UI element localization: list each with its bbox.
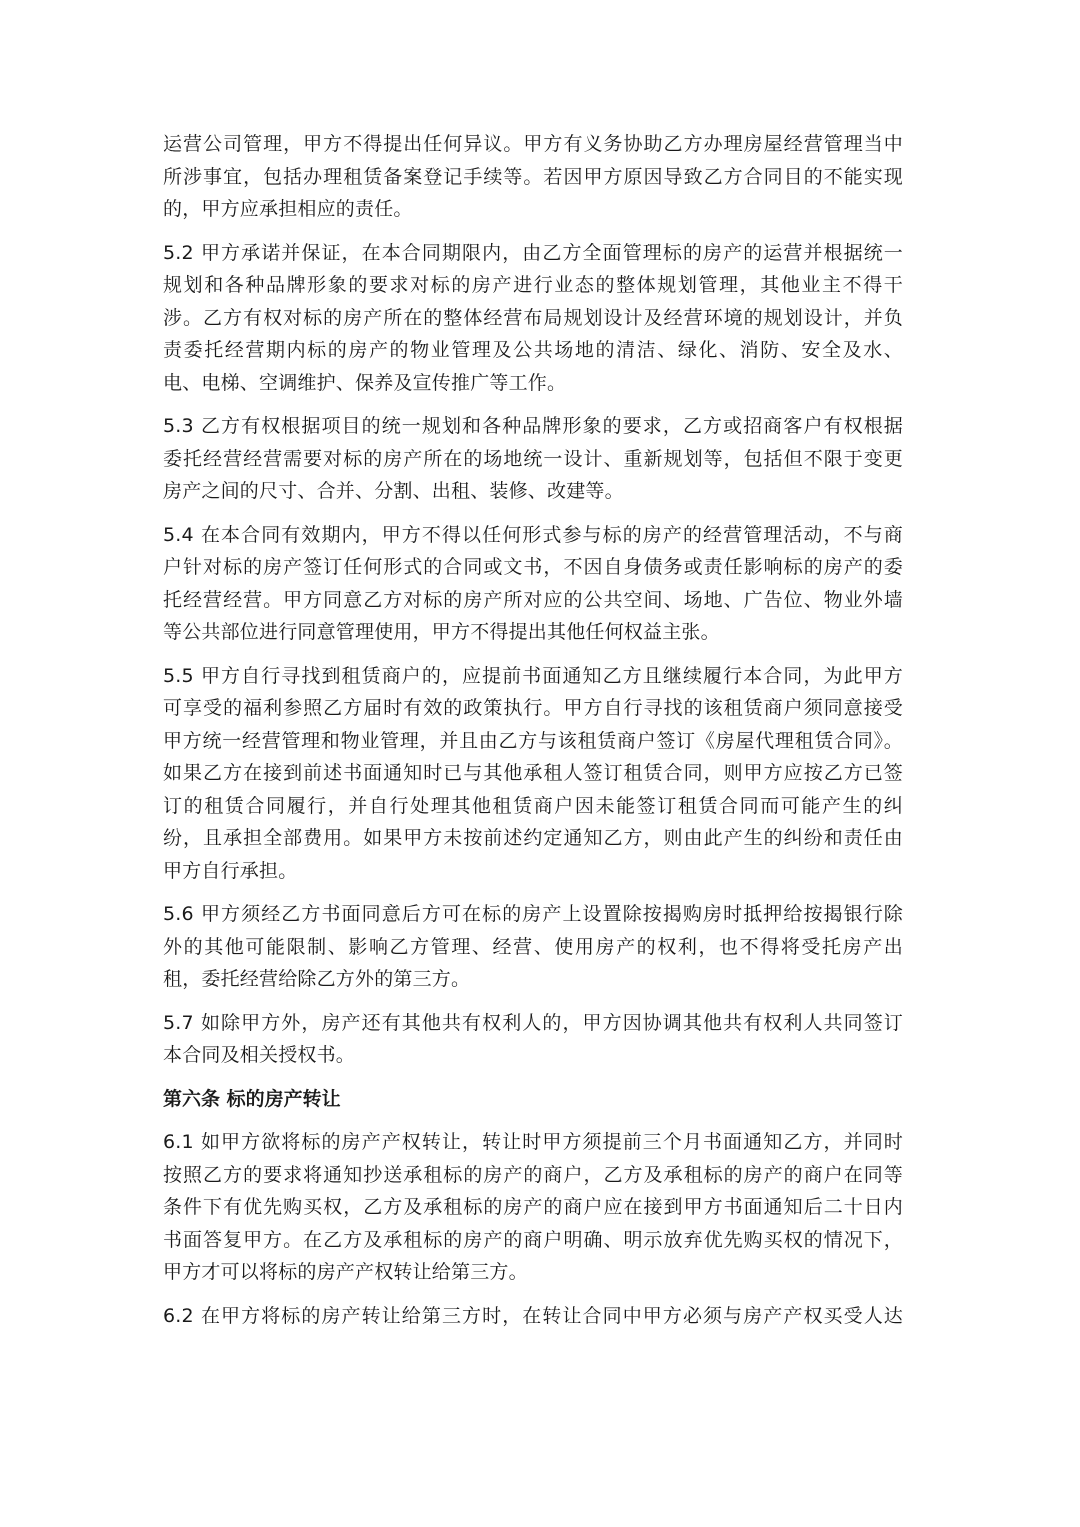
- clause-paragraph: [163, 1126, 903, 1289]
- text-line: 托经营经营。甲方同意乙方对标的房产所对应的公共空间、场地、广告位、物业外墙: [163, 588, 903, 611]
- text-line: 6.2 在甲方将标的房产转让给第三方时，在转让合同中甲方必须与房产产权买受人达: [163, 1304, 903, 1327]
- text-line: 5.2 甲方承诺并保证，在本合同期限内，由乙方全面管理标的房产的运营并根据统一: [163, 241, 903, 264]
- text-line: 甲方统一经营管理和物业管理，并且由乙方与该租赁商户签订《房屋代理租赁合同》。: [163, 729, 903, 752]
- text-line: 如果乙方在接到前述书面通知时已与其他承租人签订租赁合同，则甲方应按乙方已签: [163, 762, 903, 784]
- text-line: 所涉事宜，包括办理租赁备案登记手续等。若因甲方原因导致乙方合同目的不能实现: [163, 165, 903, 188]
- text-line: 等公共部位进行同意管理使用，甲方不得提出其他任何权益主张。: [163, 621, 720, 643]
- text-line: 委托经营经营需要对标的房产所在的场地统一设计、重新规划等，包括但不限于变更: [163, 447, 903, 470]
- clause-paragraph: [163, 1300, 903, 1333]
- clause-paragraph: [163, 660, 903, 888]
- text-line: 可享受的福利参照乙方届时有效的政策执行。甲方自行寻找的该租赁商户须同意接受: [163, 697, 903, 719]
- text-line: 5.3 乙方有权根据项目的统一规划和各种品牌形象的要求，乙方或招商客户有权根据: [163, 415, 903, 437]
- text-line: 甲方才可以将标的房产产权转让给第三方。: [163, 1261, 528, 1283]
- text-line: 书面答复甲方。在乙方及承租标的房产的商户明确、明示放弃优先购买权的情况下，: [163, 1228, 903, 1251]
- text-line: 6.1 如甲方欲将标的房产产权转让，转让时甲方须提前三个月书面通知乙方，并同时: [163, 1131, 903, 1153]
- text-line: 订的租赁合同履行，并自行处理其他租赁商户因未能签订租赁合同而可能产生的纠: [163, 794, 903, 817]
- text-line: 外的其他可能限制、影响乙方管理、经营、使用房产的权利，也不得将受托房产出: [163, 935, 903, 958]
- text-line: 户针对标的房产签订任何形式的合同或文书，不因自身债务或责任影响标的房产的委: [163, 556, 903, 578]
- text-line: 的，甲方应承担相应的责任。: [163, 198, 413, 220]
- text-line: 运营公司管理，甲方不得提出任何异议。甲方有义务协助乙方办理房屋经营管理当中: [163, 133, 903, 155]
- clause-paragraph: [163, 519, 903, 649]
- text-line: 5.7 如除甲方外，房产还有其他共有权利人的，甲方因协调其他共有权利人共同签订: [163, 1011, 903, 1034]
- section-heading: 第六条 标的房产转让: [163, 1087, 341, 1110]
- text-line: 电、电梯、空调维护、保养及宣传推广等工作。: [163, 371, 567, 394]
- document-body: [163, 128, 903, 1332]
- clause-paragraph: [163, 128, 903, 226]
- text-line: 甲方自行承担。: [163, 859, 298, 882]
- text-line: 按照乙方的要求将通知抄送承租标的房产的商户，乙方及承租标的房产的商户在同等: [163, 1163, 903, 1186]
- text-line: 条件下有优先购买权，乙方及承租标的房产的商户应在接到甲方书面通知后二十日内: [163, 1196, 903, 1218]
- text-line: 纷，且承担全部费用。如果甲方未按前述约定通知乙方，则由此产生的纠纷和责任由: [163, 827, 903, 849]
- text-line: 5.5 甲方自行寻找到租赁商户的，应提前书面通知乙方且继续履行本合同，为此甲方: [163, 664, 903, 687]
- text-line: 房产之间的尺寸、合并、分割、出租、装修、改建等。: [163, 480, 624, 502]
- clause-paragraph: [163, 410, 903, 508]
- text-line: 责委托经营期内标的房产的物业管理及公共场地的清洁、绿化、消防、安全及水、: [163, 339, 903, 361]
- text-line: 规划和各种品牌形象的要求对标的房产进行业态的整体规划管理，其他业主不得干: [163, 274, 903, 296]
- text-line: 5.4 在本合同有效期内，甲方不得以任何形式参与标的房产的经营管理活动，不与商: [163, 523, 903, 546]
- clause-paragraph: [163, 898, 903, 996]
- clause-paragraph: [163, 1007, 903, 1072]
- clause-paragraph: [163, 237, 903, 400]
- document-page: [163, 128, 903, 1343]
- text-line: 租，委托经营给除乙方外的第三方。: [163, 968, 471, 990]
- text-line: 本合同及相关授权书。: [163, 1044, 356, 1066]
- text-line: 5.6 甲方须经乙方书面同意后方可在标的房产上设置除按揭购房时抵押给按揭银行除: [163, 903, 903, 925]
- text-line: 涉。乙方有权对标的房产所在的整体经营布局规划设计及经营环境的规划设计，并负: [163, 306, 903, 329]
